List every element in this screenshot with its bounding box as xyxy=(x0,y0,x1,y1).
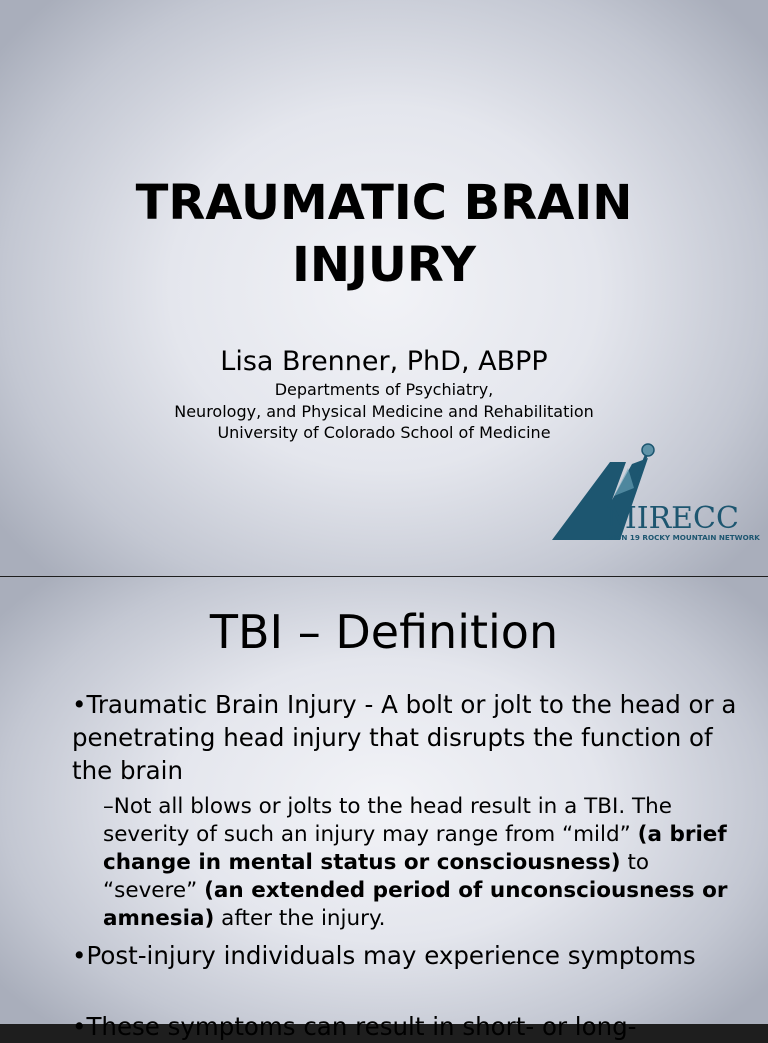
logo-wordmark: MIRECC xyxy=(606,501,739,536)
bullet-tbi-definition: •Traumatic Brain Injury - A bolt or jolt to the head or a penetrating head injury that disrupts the function of the brain xyxy=(72,690,737,785)
definition-slide xyxy=(0,577,768,1041)
title-line-2: INJURY xyxy=(292,237,476,293)
logo-tagline: VISN 19 ROCKY MOUNTAIN NETWORK xyxy=(608,533,760,542)
title-line-1: TRAUMATIC BRAIN xyxy=(135,175,633,231)
severity-text-3: after the injury. xyxy=(214,906,386,931)
sub-bullet-severity xyxy=(103,793,743,933)
author-name: Lisa Brenner, PhD, ABPP xyxy=(220,346,548,377)
slide-title xyxy=(0,172,768,296)
severity-text-2: to “severe” xyxy=(103,850,650,903)
logo-dot xyxy=(642,444,654,456)
affiliation-line-2: Neurology, and Physical Medicine and Rehabilitation xyxy=(174,401,594,421)
mirecc-logo xyxy=(548,438,760,548)
bullet-post-injury: •Post-injury individuals may experience symptoms xyxy=(72,941,696,970)
severity-mild-desc: (a brief change in mental status or consciousness) xyxy=(103,822,727,875)
severity-severe-desc: (an extended period of unconsciousness or amnesia) xyxy=(103,878,728,931)
slide-title: TBI – Definition xyxy=(209,605,559,659)
bullet-symptoms-result: •These symptoms can result in short- or long- xyxy=(72,1012,637,1041)
affiliation xyxy=(0,379,768,444)
affiliation-line-3: University of Colorado School of Medicine xyxy=(217,423,551,442)
affiliation-line-1: Departments of Psychiatry, xyxy=(274,380,494,399)
severity-text-1: –Not all blows or jolts to the head result in a TBI. The severity of such an injury may range from “mild” xyxy=(103,794,673,847)
